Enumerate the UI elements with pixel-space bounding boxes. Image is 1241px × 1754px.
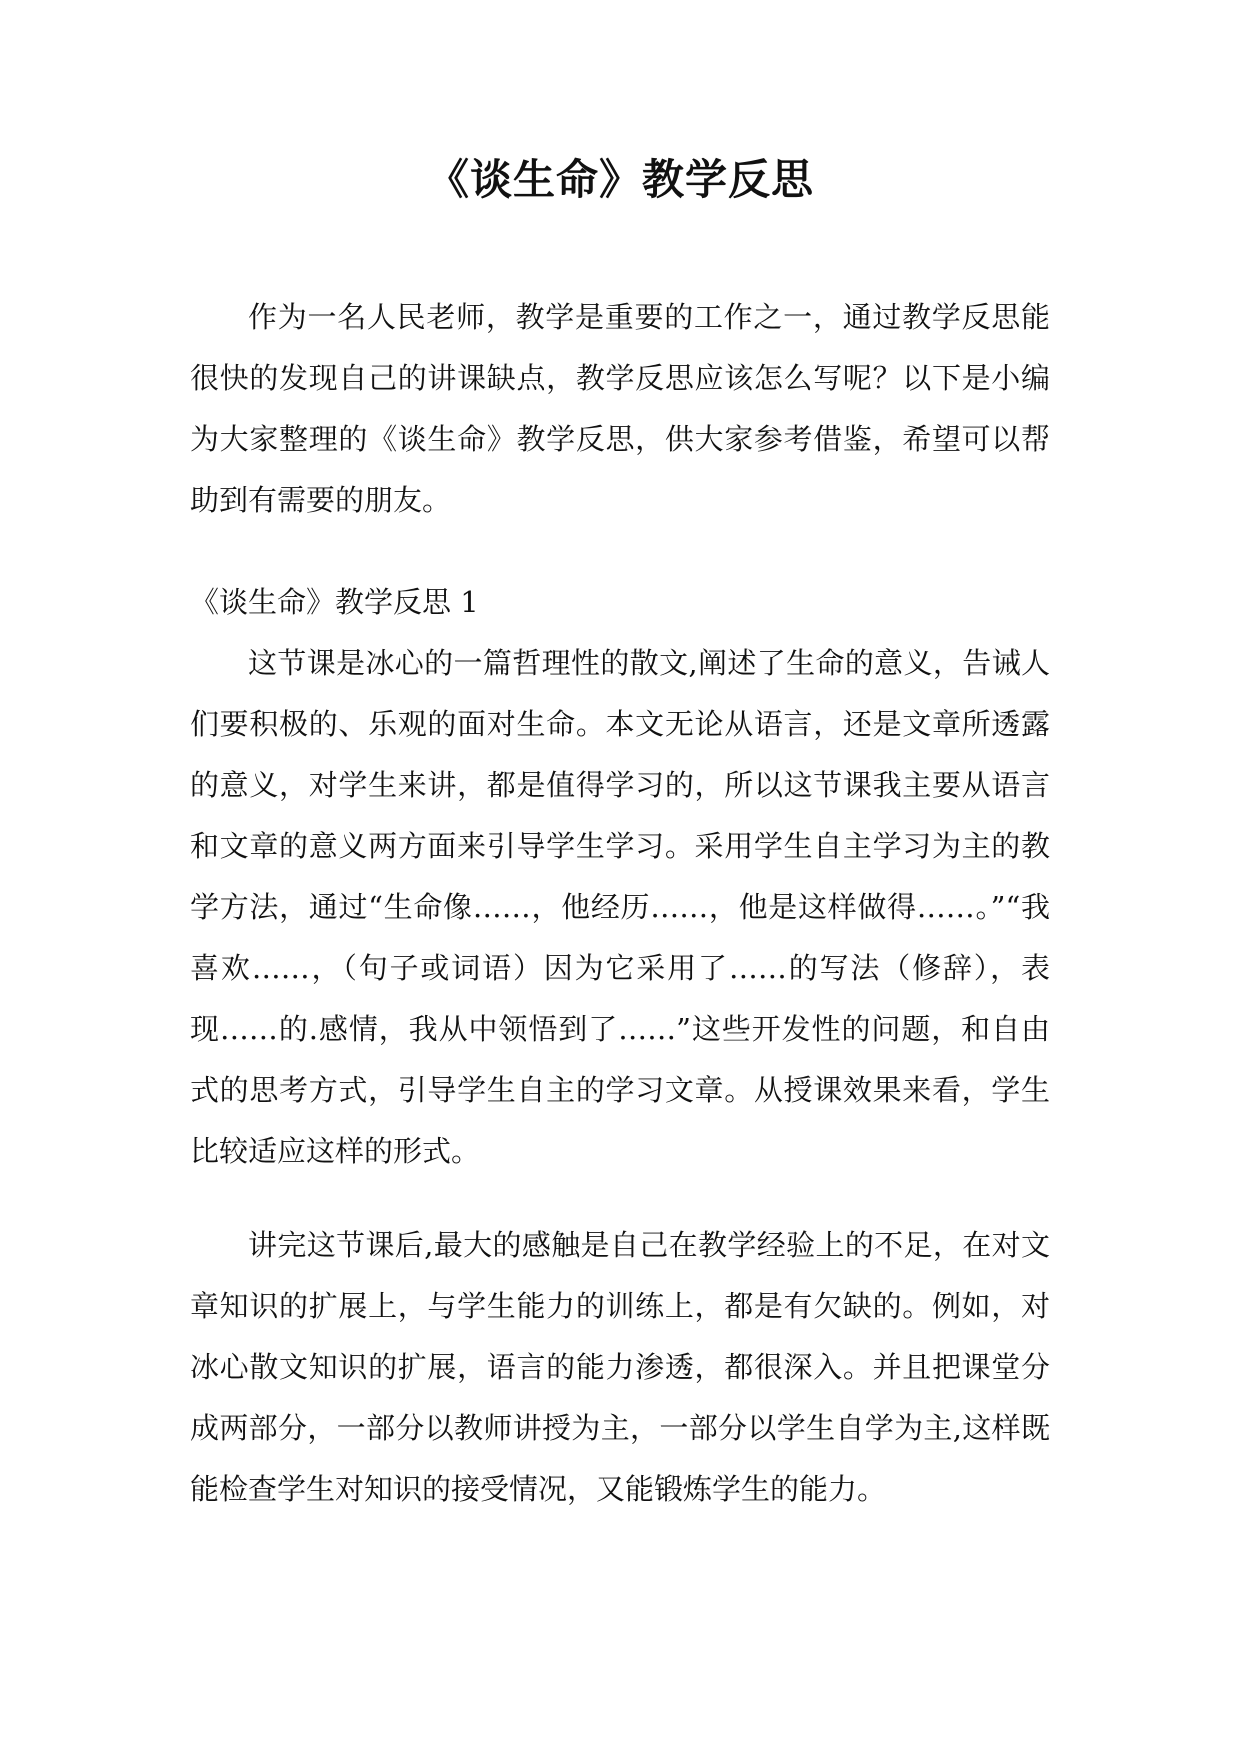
intro-paragraph: 作为一名人民老师，教学是重要的工作之一，通过教学反思能很快的发现自己的讲课缺点，教学反思应该怎么写呢？以下是小编为大家整理的《谈生命》教学反思，供大家参考借鉴，希望可以帮助到有需要的朋友。 xyxy=(190,300,1050,517)
document-title: 《谈生命》教学反思 xyxy=(426,155,814,204)
body-paragraph-2: 讲完这节课后,最大的感触是自己在教学经验上的不足，在对文章知识的扩展上，与学生能力的训练上，都是有欠缺的。例如，对冰心散文知识的扩展，语言的能力渗透，都很深入。并且把课堂分成两部分，一部分以教师讲授为主，一部分以学生自学为主,这样既能检查学生对知识的接受情况，又能锻炼学生的能力。 xyxy=(190,1228,1050,1506)
section-heading: 《谈生命》教学反思 1 xyxy=(190,585,479,619)
body-paragraph-1: 这节课是冰心的一篇哲理性的散文,阐述了生命的意义，告诫人们要积极的、乐观的面对生命。本文无论从语言，还是文章所透露的意义，对学生来讲，都是值得学习的，所以这节课我主要从语言和文章的意义两方面来引导学生学习。采用学生自主学习为主的教学方法，通过“生命像……，他经历……，他是这样做得……。”“我喜欢……，（句子或词语）因为它采用了……的写法（修辞），表现……的.感情，我从中领悟到了……”这些开发性的问题，和自由式的思考方式，引导学生自主的学习文章。从授课效果来看，学生比较适应这样的形式。 xyxy=(190,646,1050,1168)
